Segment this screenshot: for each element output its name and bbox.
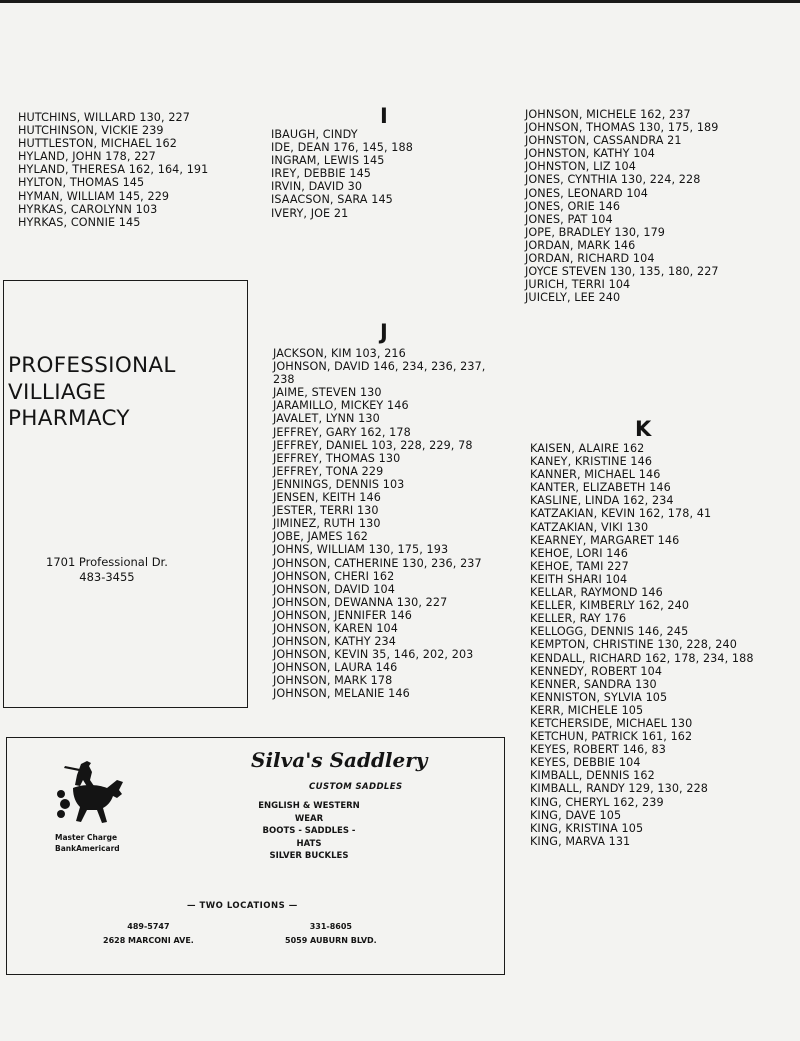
index-entry: HYRKAS, CAROLYNN 103: [18, 202, 158, 216]
index-entry: JEFFREY, DANIEL 103, 228, 229, 78: [273, 438, 473, 452]
offering-line: BOOTS - SADDLES - HATS: [262, 826, 356, 849]
index-entry: JOHNSON, DAVID 146, 234, 236, 237,: [273, 360, 486, 374]
index-entry: HYLAND, JOHN 178, 227: [18, 150, 156, 164]
index-entry: KELLAR, RAYMOND 146: [530, 586, 663, 600]
pharmacy-name: [8, 353, 176, 433]
index-entry: KANNER, MICHAEL 146: [530, 468, 661, 482]
index-entry: JOPE, BRADLEY 130, 179: [525, 225, 666, 239]
index-entry: KANEY, KRISTINE 146: [530, 455, 653, 469]
index-entry: JOHNSON, KAREN 104: [273, 621, 398, 635]
index-entry: KING, CHERYL 162, 239: [530, 795, 664, 809]
index-entry: KAISEN, ALAIRE 162: [530, 442, 645, 455]
index-entry: JORDAN, MARK 146: [525, 238, 636, 252]
index-entry: JOHNSON, JENNIFER 146: [273, 608, 412, 622]
index-entry: JAVALET, LYNN 130: [273, 412, 380, 426]
section-letter-j: J: [380, 320, 388, 344]
pharmacy-name-line: PHARMACY: [8, 406, 130, 431]
index-entry: JOHNSON, MARK 178: [273, 674, 393, 688]
index-entry: KENNEDY, ROBERT 104: [530, 664, 663, 678]
index-entry: JOHNSTON, CASSANDRA 21: [525, 134, 682, 148]
saddlery-ad: [6, 737, 505, 975]
pharmacy-phone: 483-3455: [79, 570, 135, 584]
saddlery-brand: Silva's Saddlery: [251, 748, 428, 772]
index-column-j: [273, 347, 485, 701]
index-entry: KEHOE, LORI 146: [530, 546, 628, 560]
index-column-i: [271, 128, 413, 220]
index-entry: KEYES, ROBERT 146, 83: [530, 743, 666, 757]
index-entry: 238: [273, 373, 295, 387]
location-address: 2628 MARCONI AVE.: [103, 936, 194, 945]
index-entry: KATZAKIAN, VIKI 130: [530, 520, 649, 534]
index-column-j-continued: [525, 108, 719, 304]
index-entry: HYLAND, THERESA 162, 164, 191: [18, 163, 209, 177]
index-entry: JOYCE STEVEN 130, 135, 180, 227: [525, 265, 719, 279]
index-entry: HUTCHINS, WILLARD 130, 227: [18, 111, 190, 124]
index-entry: JEFFREY, TONA 229: [273, 464, 384, 478]
location-phone: 331-8605: [309, 922, 352, 931]
index-entry: KEARNEY, MARGARET 146: [530, 533, 680, 547]
index-entry: KASLINE, LINDA 162, 234: [530, 494, 674, 508]
saddlery-offerings: [255, 800, 363, 863]
index-entry: JOHNSTON, KATHY 104: [525, 147, 655, 161]
index-entry: HUTCHINSON, VICKIE 239: [18, 124, 164, 138]
index-entry: KEYES, DEBBIE 104: [530, 756, 641, 770]
index-entry: JACKSON, KIM 103, 216: [273, 347, 406, 360]
index-entry: HYMAN, WILLIAM 145, 229: [18, 189, 170, 203]
page-top-rule: [0, 0, 800, 3]
index-entry: KING, MARVA 131: [530, 834, 631, 848]
index-entry: KENNISTON, SYLVIA 105: [530, 690, 668, 704]
location-phone: 489-5747: [127, 922, 170, 931]
pharmacy-address: 1701 Professional Dr.: [46, 555, 168, 569]
index-entry: IRVIN, DAVID 30: [271, 180, 363, 194]
index-entry: KEITH SHARI 104: [530, 572, 628, 586]
index-entry: KING, KRISTINA 105: [530, 821, 644, 835]
locations-heading: — TWO LOCATIONS —: [187, 901, 298, 911]
index-entry: JOHNSON, CHERI 162: [273, 569, 395, 583]
location-address: 5059 AUBURN BLVD.: [285, 936, 377, 945]
index-entry: JEFFREY, THOMAS 130: [273, 451, 401, 465]
index-entry: JEFFREY, GARY 162, 178: [273, 425, 411, 439]
pharmacy-ad: [3, 280, 248, 708]
index-entry: JOHNSON, LAURA 146: [273, 661, 398, 675]
index-entry: KEHOE, TAMI 227: [530, 559, 629, 573]
index-entry: KETCHUN, PATRICK 161, 162: [530, 730, 693, 744]
location-auburn: [285, 920, 377, 948]
index-entry: KIMBALL, RANDY 129, 130, 228: [530, 782, 709, 796]
index-entry: KETCHERSIDE, MICHAEL 130: [530, 716, 693, 730]
offering-line: ENGLISH & WESTERN WEAR: [258, 801, 360, 824]
index-entry: KENDALL, RICHARD 162, 178, 234, 188: [530, 651, 754, 665]
index-entry: JONES, LEONARD 104: [525, 186, 648, 200]
horse-rider-icon: [51, 758, 127, 834]
index-entry: HYLTON, THOMAS 145: [18, 176, 145, 190]
index-entry: KENNER, SANDRA 130: [530, 677, 657, 691]
index-column-h: [18, 111, 208, 229]
index-entry: KELLER, RAY 176: [530, 612, 627, 626]
payment-cards: [55, 832, 120, 854]
index-entry: KATZAKIAN, KEVIN 162, 178, 41: [530, 507, 712, 521]
index-entry: KING, DAVE 105: [530, 808, 622, 822]
index-entry: HYRKAS, CONNIE 145: [18, 215, 141, 229]
index-entry: JENSEN, KEITH 146: [273, 491, 381, 505]
index-entry: JURICH, TERRI 104: [525, 278, 631, 292]
index-entry: JIMINEZ, RUTH 130: [273, 517, 381, 531]
index-entry: IDE, DEAN 176, 145, 188: [271, 141, 413, 155]
index-entry: IBAUGH, CINDY: [271, 128, 358, 141]
index-entry: JOHNS, WILLIAM 130, 175, 193: [273, 543, 449, 557]
index-entry: KIMBALL, DENNIS 162: [530, 769, 655, 783]
index-entry: JOHNSON, DAVID 104: [273, 582, 395, 596]
index-entry: KELLER, KIMBERLY 162, 240: [530, 599, 690, 613]
index-entry: JARAMILLO, MICKEY 146: [273, 399, 409, 413]
index-entry: INGRAM, LEWIS 145: [271, 154, 385, 168]
index-entry: JONES, ORIE 146: [525, 199, 621, 213]
index-column-k: [530, 442, 754, 848]
index-entry: JOHNSTON, LIZ 104: [525, 160, 636, 174]
index-entry: KEMPTON, CHRISTINE 130, 228, 240: [530, 638, 737, 652]
index-entry: JONES, CYNTHIA 130, 224, 228: [525, 173, 701, 187]
index-entry: KELLOGG, DENNIS 146, 245: [530, 625, 689, 639]
index-entry: IREY, DEBBIE 145: [271, 167, 371, 181]
index-entry: JOBE, JAMES 162: [273, 530, 368, 544]
index-entry: JOHNSON, DEWANNA 130, 227: [273, 595, 448, 609]
index-entry: JOHNSON, KEVIN 35, 146, 202, 203: [273, 648, 474, 662]
index-entry: ISAACSON, SARA 145: [271, 193, 393, 207]
pharmacy-name-line: PROFESSIONAL: [8, 353, 176, 378]
index-entry: JOHNSON, MELANIE 146: [273, 687, 410, 701]
index-entry: JOHNSON, CATHERINE 130, 236, 237: [273, 556, 482, 570]
index-entry: JOHNSON, KATHY 234: [273, 635, 396, 649]
pharmacy-name-line: VILLIAGE: [8, 379, 107, 405]
pharmacy-contact: [46, 555, 168, 585]
index-entry: JESTER, TERRI 130: [273, 504, 379, 518]
index-entry: HUTTLESTON, MICHAEL 162: [18, 137, 177, 151]
section-letter-i: I: [380, 104, 388, 128]
index-entry: JOHNSON, MICHELE 162, 237: [525, 108, 691, 121]
index-entry: KERR, MICHELE 105: [530, 703, 644, 717]
saddlery-tagline: CUSTOM SADDLES: [309, 782, 403, 792]
index-entry: JENNINGS, DENNIS 103: [273, 477, 405, 491]
index-entry: KANTER, ELIZABETH 146: [530, 481, 671, 495]
section-letter-k: K: [635, 417, 652, 441]
card-name: Master Charge: [55, 833, 118, 842]
index-entry: IVERY, JOE 21: [271, 206, 349, 220]
card-name: BankAmericard: [55, 844, 120, 853]
index-entry: JAIME, STEVEN 130: [273, 386, 382, 400]
index-entry: JONES, PAT 104: [525, 212, 613, 226]
index-entry: JUICELY, LEE 240: [525, 291, 621, 305]
location-marconi: [103, 920, 194, 948]
index-entry: JOHNSON, THOMAS 130, 175, 189: [525, 121, 719, 135]
index-entry: JORDAN, RICHARD 104: [525, 252, 655, 266]
offering-line: SILVER BUCKLES: [269, 851, 349, 861]
